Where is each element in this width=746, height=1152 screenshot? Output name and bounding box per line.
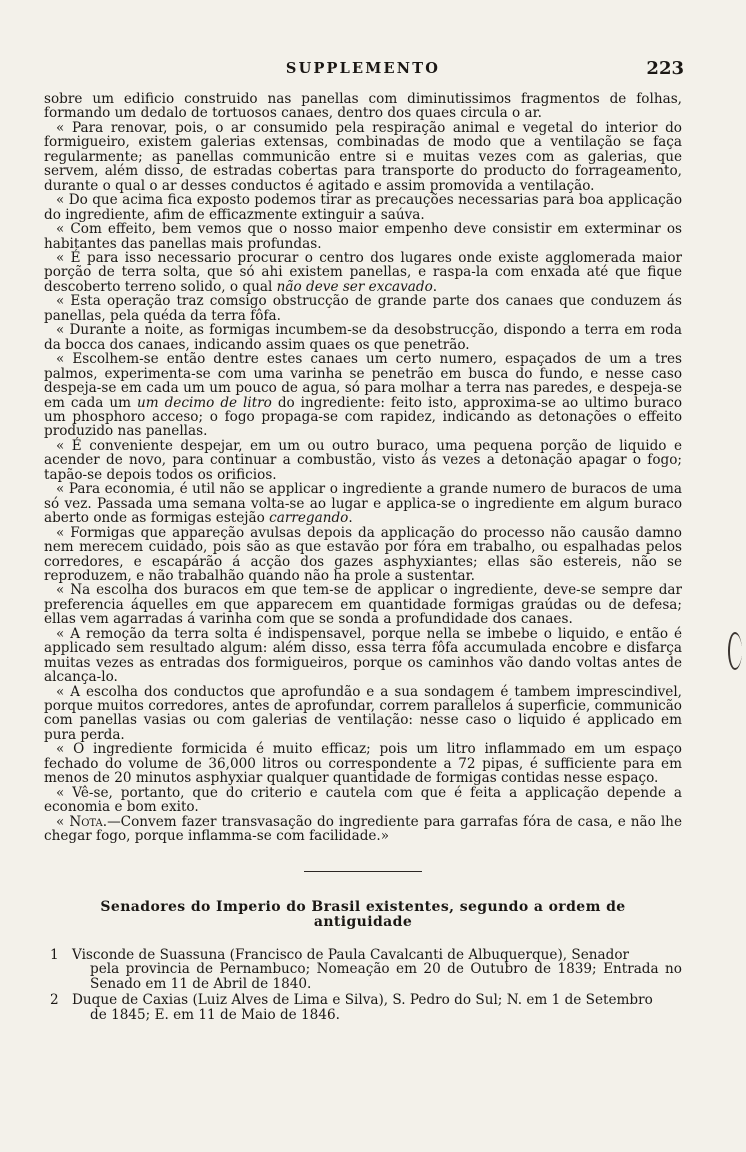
paragraph: « Esta operação traz comsigo obstrucção de grande parte dos canaes que conduzem ás panellas, pela quéda da terra fôfa. [44, 293, 682, 324]
note-label: « Nota. [56, 813, 108, 830]
paragraph: « Do que acima fica exposto podemos tirar as precauções necessarias para boa applicação do ingrediente, afim de efficazmente extinguir a saúva. [44, 192, 682, 223]
entry-text [72, 993, 682, 1022]
senator-list [44, 948, 682, 1023]
page-number: 223 [646, 58, 684, 79]
paragraph-text: do ingrediente: feito isto, approxima-se ao ultimo buraco um phosphoro acceso; o fogo propaga-se com rapidez, indicando as detonações o effeito produzido nas panellas. [44, 394, 683, 440]
paragraph [44, 815, 682, 844]
paragraph: « Formigas que appareção avulsas depois da applicação do processo não causão damno nem merecem cuidado, pois são as que estavão por fóra em trabalho, ou espalhadas pelos corredores, e escapárão á acção dos gazes asphyxiantes; ellas são estereis, não se reproduzem, e não trabalhão quando não ha prole a sustentar. [44, 524, 682, 584]
document-page [44, 58, 682, 1025]
paragraph [44, 482, 682, 525]
paragraph-text: « Escolhem-se então dentre estes canaes um certo numero, espaçados de um a tres palmos, experimenta-se com uma varinha se penetrão em busca do fundo, e nesse caso despeja-se em cada um um pouco de agua, só para molhar a terra nas paredes, e despeja-se em cada um [44, 351, 682, 411]
paragraph [44, 352, 682, 439]
body-text [44, 92, 682, 844]
paragraph-text: —Convem fazer transvasação do ingrediente para garrafas fóra de casa, e não lhe chegar fogo, porque inflamma-se com facilidade.» [44, 813, 682, 845]
section-divider [304, 871, 422, 872]
paragraph: « O ingrediente formicida é muito efficaz; pois um litro inflammado em um espaço fechado do volume de 36,000 litros ou correspondente a 72 pipas, é sufficiente para em menos de 20 minutos asphyxiar qualquer quantidade de formigas contidas nesse espaço. [44, 741, 682, 787]
paragraph: « A escolha dos conductos que aprofundão e a sua sondagem é tambem imprescindivel, porque muitos corredores, antes de aprofundar, correm parallelos á superficie, communicão com panellas vasias ou com galerias de ventilação: nesse caso o liquido é applicado em pura perda. [44, 683, 682, 743]
entry-continuation: pela provincia de Pernambuco; Nomeação em 20 de Outubro de 1839; Entrada no Senado em 11 de Abril de 1840. [90, 961, 682, 992]
entry-number: 1 [50, 946, 59, 963]
list-item [44, 948, 682, 992]
entry-continuation: de 1845; E. em 11 de Maio de 1846. [90, 1006, 340, 1023]
paragraph-text: . [432, 278, 438, 295]
entry-number: 2 [50, 992, 59, 1009]
italic-phrase: não deve ser excavado [276, 278, 433, 295]
italic-phrase: um decimo de litro [136, 394, 272, 411]
running-head: SUPPLEMENTO [285, 60, 441, 77]
page-edge-mark [728, 632, 742, 670]
paragraph: « Vê-se, portanto, que do criterio e cautela com que é feita a applicação depende a economia e bom exito. [44, 784, 682, 816]
paragraph: « A remoção da terra solta é indispensavel, porque nella se imbebe o liquido, e então é applicado sem resultado algum: além disso, essa terra fôfa accumulada encobre e disfarça muitas vezes as entradas dos formigueiros, porque os caminhos vão dando voltas antes de alcança-lo. [44, 625, 682, 686]
paragraph: « Durante a noite, as formigas incumbem-se da desobstrucção, dispondo a terra em roda da bocca dos canaes, indicando assim quaes os que penetrão. [44, 322, 682, 353]
paragraph: « Com effeito, bem vemos que o nosso maior empenho deve consistir em exterminar os habitantes das panellas mais profundas. [44, 221, 682, 252]
paragraph: sobre um edificio construido nas panellas com diminutissimos fragmentos de folhas, formando um dedalo de tortuosos canaes, dentro dos quaes circula o ar. [44, 91, 682, 122]
page-header [44, 58, 682, 80]
section-title: Senadores do Imperio do Brasil existentes, segundo a ordem de antiguidade [100, 898, 626, 930]
entry-first-line: Duque de Caxias (Luiz Alves de Lima e Silva), S. Pedro do Sul; N. em 1 de Setembro [72, 992, 653, 1009]
paragraph-text: . [348, 510, 353, 527]
paragraph [44, 251, 682, 294]
paragraph: « Para renovar, pois, o ar consumido pela respiração animal e vegetal do interior do formigueiro, existem galerias extensas, combinadas de modo que a ventilação se faça regularmente; as panellas communicão entre si e muitas vezes com as galerias, que servem, além disso, de estradas cobertas para transporte do producto do forrageamento, durante o qual o ar desses conductos é agitado e assim promovida a ventilação. [44, 119, 682, 194]
paragraph-text: « É para isso necessario procurar o centro dos lugares onde existe agglomerada maior porção de terra solta, que só ahi existem panellas, e raspa-la com enxada até que fique descoberto terreno solido, o qual [44, 249, 682, 295]
paragraph: « É conveniente despejar, em um ou outro buraco, uma pequena porção de liquido e acender de novo, para continuar a combustão, visto ás vezes a detonação apagar o fogo; tapão-se depois todos os orificios. [44, 437, 682, 483]
list-item [44, 993, 682, 1022]
paragraph-text: « Para economia, é util não se applicar o ingrediente a grande numero de buracos de uma só vez. Passada uma semana volta-se ao lugar e applica-se o ingrediente em algum buraco aberto onde as formigas estejão [44, 481, 682, 527]
italic-phrase: carregando [269, 510, 349, 527]
paragraph: « Na escolha dos buracos em que tem-se de applicar o ingrediente, deve-se sempre dar preferencia áquelles em que apparecem em quantidade formigas graúdas ou de defesa; ellas vem agarradas á varinha com que se sonda a profundidade dos canaes. [44, 582, 682, 628]
entry-first-line: Visconde de Suassuna (Francisco de Paula Cavalcanti de Albuquerque), Senador [72, 946, 630, 963]
entry-text [72, 948, 682, 992]
